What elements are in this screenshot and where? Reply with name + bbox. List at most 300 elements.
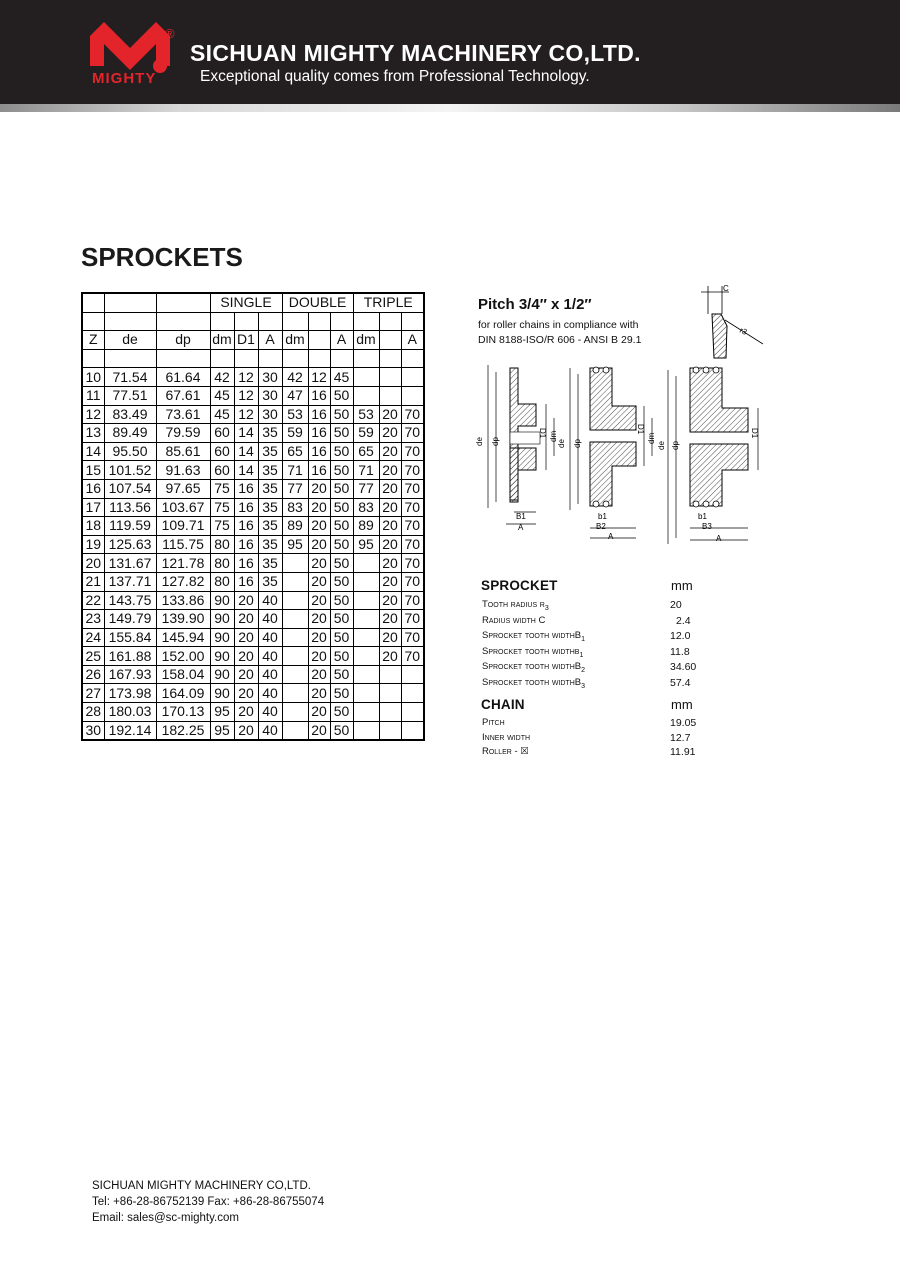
table-cell: 30: [258, 405, 282, 424]
table-cell: 16: [234, 572, 258, 591]
table-cell: 16: [234, 535, 258, 554]
table-cell: 137.71: [104, 572, 156, 591]
sprocket-section-drawings: [475, 360, 778, 550]
table-cell: [401, 368, 424, 387]
table-cell: [353, 591, 379, 610]
spec-label-subscript: 3: [544, 604, 549, 612]
table-cell: 20: [234, 647, 258, 666]
table-cell: 35: [258, 498, 282, 517]
table-cell: 35: [258, 517, 282, 536]
table-cell: 161.88: [104, 647, 156, 666]
table-cell: 90: [210, 591, 234, 610]
table-cell: 14: [234, 424, 258, 443]
label-d1: D1: [538, 428, 547, 439]
col-header: dm: [210, 331, 234, 350]
table-cell: 75: [210, 498, 234, 517]
table-cell: 50: [330, 703, 353, 722]
table-cell: [401, 684, 424, 703]
table-cell: 42: [282, 368, 308, 387]
table-cell: 71: [353, 461, 379, 480]
label-de: de: [657, 441, 666, 450]
spacer-row: [82, 349, 424, 368]
group-double: DOUBLE: [282, 293, 353, 312]
table-cell: 50: [330, 665, 353, 684]
sprocket-spec-label: [482, 646, 583, 659]
table-cell: 95: [282, 535, 308, 554]
table-cell: 95: [210, 721, 234, 740]
table-cell: 70: [401, 591, 424, 610]
table-cell: [353, 610, 379, 629]
header-bar: [0, 0, 900, 104]
table-cell: 20: [234, 610, 258, 629]
table-row: [82, 572, 424, 591]
table-cell: 83: [353, 498, 379, 517]
table-cell: 50: [330, 591, 353, 610]
table-cell: 45: [330, 368, 353, 387]
table-cell: 127.82: [156, 572, 210, 591]
table-row: [82, 368, 424, 387]
table-cell: 91.63: [156, 461, 210, 480]
table-cell: [353, 665, 379, 684]
table-cell: 20: [379, 572, 401, 591]
table-cell: 16: [308, 424, 330, 443]
table-cell: 18: [82, 517, 104, 536]
table-cell: 50: [330, 405, 353, 424]
table-cell: 30: [258, 368, 282, 387]
table-cell: [282, 647, 308, 666]
table-cell: [353, 703, 379, 722]
table-cell: 77.51: [104, 386, 156, 405]
table-cell: 70: [401, 610, 424, 629]
table-cell: 77: [353, 479, 379, 498]
chain-spec-label: Pitch: [482, 717, 505, 728]
table-cell: 152.00: [156, 647, 210, 666]
table-cell: 19: [82, 535, 104, 554]
sprocket-spec-value: 2.4: [676, 614, 691, 627]
table-row: [82, 386, 424, 405]
col-header: [308, 331, 330, 350]
sprocket-spec-value: 34.60: [670, 661, 697, 673]
sprocket-spec-value: 12.0: [670, 630, 691, 642]
table-row: [82, 442, 424, 461]
table-cell: 21: [82, 572, 104, 591]
table-cell: 70: [401, 628, 424, 647]
table-cell: 20: [308, 628, 330, 647]
table-cell: 16: [82, 479, 104, 498]
company-name: SICHUAN MIGHTY MACHINERY CO,LTD.: [190, 40, 641, 66]
chain-spec-value: 11.91: [670, 746, 696, 758]
table-row: [82, 665, 424, 684]
table-cell: 182.25: [156, 721, 210, 740]
table-row: [82, 610, 424, 629]
table-cell: 192.14: [104, 721, 156, 740]
label-a: A: [518, 523, 524, 532]
table-cell: [353, 628, 379, 647]
table-cell: 70: [401, 442, 424, 461]
table-cell: 25: [82, 647, 104, 666]
table-cell: 125.63: [104, 535, 156, 554]
table-cell: 20: [234, 628, 258, 647]
sprocket-spec-value: 57.4: [670, 676, 691, 689]
label-a: A: [716, 534, 722, 543]
table-cell: 50: [330, 554, 353, 573]
chain-spec-value: 19.05: [670, 717, 697, 729]
table-cell: 47: [282, 386, 308, 405]
pitch-note-line: DIN 8188-ISO/R 606 - ANSI B 29.1: [478, 334, 642, 346]
spec-label-text: Tooth radius r: [482, 599, 545, 610]
chain-unit: mm: [671, 697, 693, 712]
table-cell: [379, 368, 401, 387]
table-cell: 16: [308, 442, 330, 461]
label-b1-upper: B1: [516, 512, 526, 521]
table-cell: 40: [258, 665, 282, 684]
table-cell: 20: [379, 591, 401, 610]
table-cell: 14: [82, 442, 104, 461]
table-cell: 20: [308, 517, 330, 536]
table-cell: 133.86: [156, 591, 210, 610]
table-row: [82, 461, 424, 480]
table-cell: 59: [353, 424, 379, 443]
table-cell: 14: [234, 442, 258, 461]
table-cell: 30: [258, 386, 282, 405]
label-r3: r3: [738, 325, 749, 337]
col-header: dp: [156, 331, 210, 350]
spacer-row: [82, 312, 424, 331]
table-cell: 45: [210, 405, 234, 424]
table-row: [82, 721, 424, 740]
table-cell: 16: [234, 498, 258, 517]
page-title: SPROCKETS: [81, 242, 243, 272]
table-cell: [282, 610, 308, 629]
table-cell: 42: [210, 368, 234, 387]
table-cell: 20: [379, 610, 401, 629]
table-cell: 50: [330, 610, 353, 629]
table-cell: 149.79: [104, 610, 156, 629]
label-b1-lower: b1: [598, 512, 607, 521]
sprocket-spec-label: [482, 599, 549, 612]
table-cell: 70: [401, 572, 424, 591]
chain-spec-value: 12.7: [670, 731, 691, 744]
table-cell: 71: [282, 461, 308, 480]
table-cell: 11: [82, 386, 104, 405]
spec-label-text: Sprocket tooth widthb: [482, 645, 580, 657]
chain-spec-label: Roller - ☒: [482, 746, 529, 757]
table-cell: [353, 721, 379, 740]
table-cell: 119.59: [104, 517, 156, 536]
table-cell: 60: [210, 461, 234, 480]
table-cell: 143.75: [104, 591, 156, 610]
col-header: dm: [282, 331, 308, 350]
table-cell: 50: [330, 517, 353, 536]
single-sprocket-section: [475, 365, 558, 532]
label-de: de: [475, 437, 484, 446]
footer: [92, 1178, 324, 1226]
table-cell: 20: [308, 572, 330, 591]
table-cell: 20: [379, 498, 401, 517]
table-cell: 17: [82, 498, 104, 517]
col-header: de: [104, 331, 156, 350]
table-cell: [379, 665, 401, 684]
table-cell: 20: [308, 647, 330, 666]
table-cell: 77: [282, 479, 308, 498]
group-header-row: [82, 293, 424, 312]
sprocket-dimension-table: [81, 292, 425, 741]
table-cell: [379, 721, 401, 740]
table-cell: 20: [234, 721, 258, 740]
table-cell: 70: [401, 517, 424, 536]
col-header: A: [258, 331, 282, 350]
table-cell: 60: [210, 424, 234, 443]
table-cell: [282, 703, 308, 722]
table-cell: 16: [308, 405, 330, 424]
table-cell: 23: [82, 610, 104, 629]
table-cell: [379, 684, 401, 703]
table-row: [82, 498, 424, 517]
table-cell: 20: [379, 535, 401, 554]
table-cell: [353, 368, 379, 387]
label-d1: D1: [750, 428, 759, 439]
double-sprocket-section: [557, 367, 656, 541]
footer-phone: Tel: +86-28-86752139 Fax: +86-28-86755074: [92, 1196, 325, 1208]
table-cell: 20: [308, 684, 330, 703]
table-cell: 20: [379, 628, 401, 647]
table-cell: 20: [234, 684, 258, 703]
table-cell: 20: [379, 442, 401, 461]
table-cell: [282, 628, 308, 647]
table-row: [82, 628, 424, 647]
table-cell: [282, 572, 308, 591]
table-cell: 75: [210, 517, 234, 536]
table-cell: [353, 554, 379, 573]
table-cell: 40: [258, 703, 282, 722]
table-cell: 97.65: [156, 479, 210, 498]
table-cell: 20: [308, 610, 330, 629]
table-cell: 16: [234, 517, 258, 536]
table-cell: 35: [258, 479, 282, 498]
table-cell: 50: [330, 628, 353, 647]
table-cell: 20: [379, 554, 401, 573]
table-cell: 65: [353, 442, 379, 461]
table-cell: 16: [234, 554, 258, 573]
table-cell: 80: [210, 554, 234, 573]
table-cell: [282, 591, 308, 610]
table-cell: 107.54: [104, 479, 156, 498]
table-cell: 40: [258, 610, 282, 629]
table-cell: 89.49: [104, 424, 156, 443]
table-row: [82, 591, 424, 610]
table-cell: [401, 386, 424, 405]
table-cell: 155.84: [104, 628, 156, 647]
table-cell: 70: [401, 554, 424, 573]
table-cell: 16: [308, 386, 330, 405]
spec-label-subscript: 1: [579, 651, 584, 659]
table-cell: [353, 572, 379, 591]
table-cell: 50: [330, 479, 353, 498]
table-cell: 50: [330, 572, 353, 591]
table-cell: [282, 665, 308, 684]
table-cell: 109.71: [156, 517, 210, 536]
sprocket-spec-label: [482, 615, 545, 628]
table-cell: 70: [401, 535, 424, 554]
table-cell: 35: [258, 442, 282, 461]
table-cell: 173.98: [104, 684, 156, 703]
pitch-note: [478, 318, 678, 348]
col-header: Z: [82, 331, 104, 350]
table-cell: 20: [308, 703, 330, 722]
col-header: A: [401, 331, 424, 350]
group-single: SINGLE: [210, 293, 282, 312]
table-cell: 12: [308, 368, 330, 387]
table-cell: 95.50: [104, 442, 156, 461]
table-cell: 26: [82, 665, 104, 684]
table-cell: 70: [401, 647, 424, 666]
table-cell: 28: [82, 703, 104, 722]
table-cell: 20: [308, 479, 330, 498]
label-b3: B3: [702, 522, 712, 531]
label-a: A: [608, 532, 614, 541]
table-cell: 101.52: [104, 461, 156, 480]
table-cell: 67.61: [156, 386, 210, 405]
table-cell: [379, 386, 401, 405]
table-cell: 90: [210, 665, 234, 684]
table-cell: 70: [401, 405, 424, 424]
table-cell: 35: [258, 424, 282, 443]
column-header-row: [82, 331, 424, 350]
table-cell: 20: [379, 517, 401, 536]
table-cell: 139.90: [156, 610, 210, 629]
table-cell: 10: [82, 368, 104, 387]
sprocket-spec-value: 20: [670, 599, 682, 611]
pitch-note-line: for roller chains in compliance with: [478, 319, 639, 331]
table-cell: 50: [330, 684, 353, 703]
table-cell: 79.59: [156, 424, 210, 443]
table-cell: 40: [258, 628, 282, 647]
table-cell: 35: [258, 572, 282, 591]
label-d1: D1: [636, 424, 645, 435]
header-stripe: [0, 104, 900, 112]
table-cell: 50: [330, 461, 353, 480]
table-cell: 164.09: [156, 684, 210, 703]
table-cell: 50: [330, 721, 353, 740]
spec-label-text: Sprocket tooth widthB: [482, 661, 582, 672]
table-cell: 20: [308, 554, 330, 573]
table-cell: 59: [282, 424, 308, 443]
table-row: [82, 479, 424, 498]
table-cell: [353, 386, 379, 405]
table-row: [82, 554, 424, 573]
spec-label-text: Sprocket tooth widthB: [482, 630, 582, 641]
spec-label-subscript: 3: [581, 682, 586, 690]
table-cell: 20: [379, 647, 401, 666]
table-cell: 70: [401, 461, 424, 480]
table-cell: 145.94: [156, 628, 210, 647]
table-cell: 20: [379, 424, 401, 443]
registered-mark: ®: [165, 26, 175, 41]
label-c: C: [723, 284, 729, 293]
table-cell: 50: [330, 386, 353, 405]
table-cell: 20: [379, 461, 401, 480]
label-dm: dm: [647, 432, 656, 444]
table-cell: 103.67: [156, 498, 210, 517]
table-cell: 12: [234, 368, 258, 387]
table-cell: 89: [282, 517, 308, 536]
spec-label-subscript: 2: [581, 666, 586, 674]
table-cell: 121.78: [156, 554, 210, 573]
tooth-chamfer-drawing: [695, 284, 770, 364]
sprocket-spec-value: 11.8: [670, 645, 690, 658]
table-row: [82, 684, 424, 703]
table-cell: 71.54: [104, 368, 156, 387]
table-cell: 115.75: [156, 535, 210, 554]
table-cell: 20: [234, 591, 258, 610]
table-cell: 95: [353, 535, 379, 554]
table-cell: 90: [210, 628, 234, 647]
table-cell: 83.49: [104, 405, 156, 424]
table-cell: 90: [210, 647, 234, 666]
table-cell: 170.13: [156, 703, 210, 722]
table-cell: 20: [82, 554, 104, 573]
table-cell: 73.61: [156, 405, 210, 424]
label-b1-lower: b1: [698, 512, 707, 521]
table-cell: [353, 684, 379, 703]
table-cell: 40: [258, 647, 282, 666]
table-cell: 50: [330, 647, 353, 666]
label-dm: dm: [549, 430, 558, 442]
table-row: [82, 424, 424, 443]
table-cell: 65: [282, 442, 308, 461]
table-row: [82, 517, 424, 536]
logo-wordmark: MIGHTY: [92, 70, 157, 87]
table-cell: [401, 665, 424, 684]
table-cell: [401, 721, 424, 740]
table-cell: 20: [308, 665, 330, 684]
table-cell: 80: [210, 572, 234, 591]
table-cell: 14: [234, 461, 258, 480]
table-cell: 16: [308, 461, 330, 480]
table-cell: 30: [82, 721, 104, 740]
table-cell: 13: [82, 424, 104, 443]
table-cell: 95: [210, 703, 234, 722]
footer-email: Email: sales@sc-mighty.com: [92, 1212, 239, 1224]
table-cell: 85.61: [156, 442, 210, 461]
table-cell: 24: [82, 628, 104, 647]
table-cell: 15: [82, 461, 104, 480]
sprocket-section-title: SPROCKET: [481, 578, 558, 593]
table-cell: 20: [308, 591, 330, 610]
footer-company: SICHUAN MIGHTY MACHINERY CO,LTD.: [92, 1180, 311, 1192]
table-cell: 12: [82, 405, 104, 424]
group-triple: TRIPLE: [353, 293, 424, 312]
company-slogan: Exceptional quality comes from Professional Technology.: [200, 68, 590, 85]
table-cell: 113.56: [104, 498, 156, 517]
table-cell: 70: [401, 424, 424, 443]
table-cell: 12: [234, 386, 258, 405]
table-cell: [401, 703, 424, 722]
table-cell: 90: [210, 610, 234, 629]
table-cell: 20: [308, 498, 330, 517]
label-dp: dp: [573, 439, 582, 448]
table-cell: 89: [353, 517, 379, 536]
sprocket-spec-label: [482, 661, 585, 674]
label-dp: dp: [671, 441, 680, 450]
table-cell: 27: [82, 684, 104, 703]
table-cell: 75: [210, 479, 234, 498]
table-cell: 70: [401, 498, 424, 517]
table-cell: 20: [379, 405, 401, 424]
table-cell: 50: [330, 498, 353, 517]
table-cell: 45: [210, 386, 234, 405]
pitch-title: Pitch 3/4″ x 1/2″: [478, 296, 592, 313]
